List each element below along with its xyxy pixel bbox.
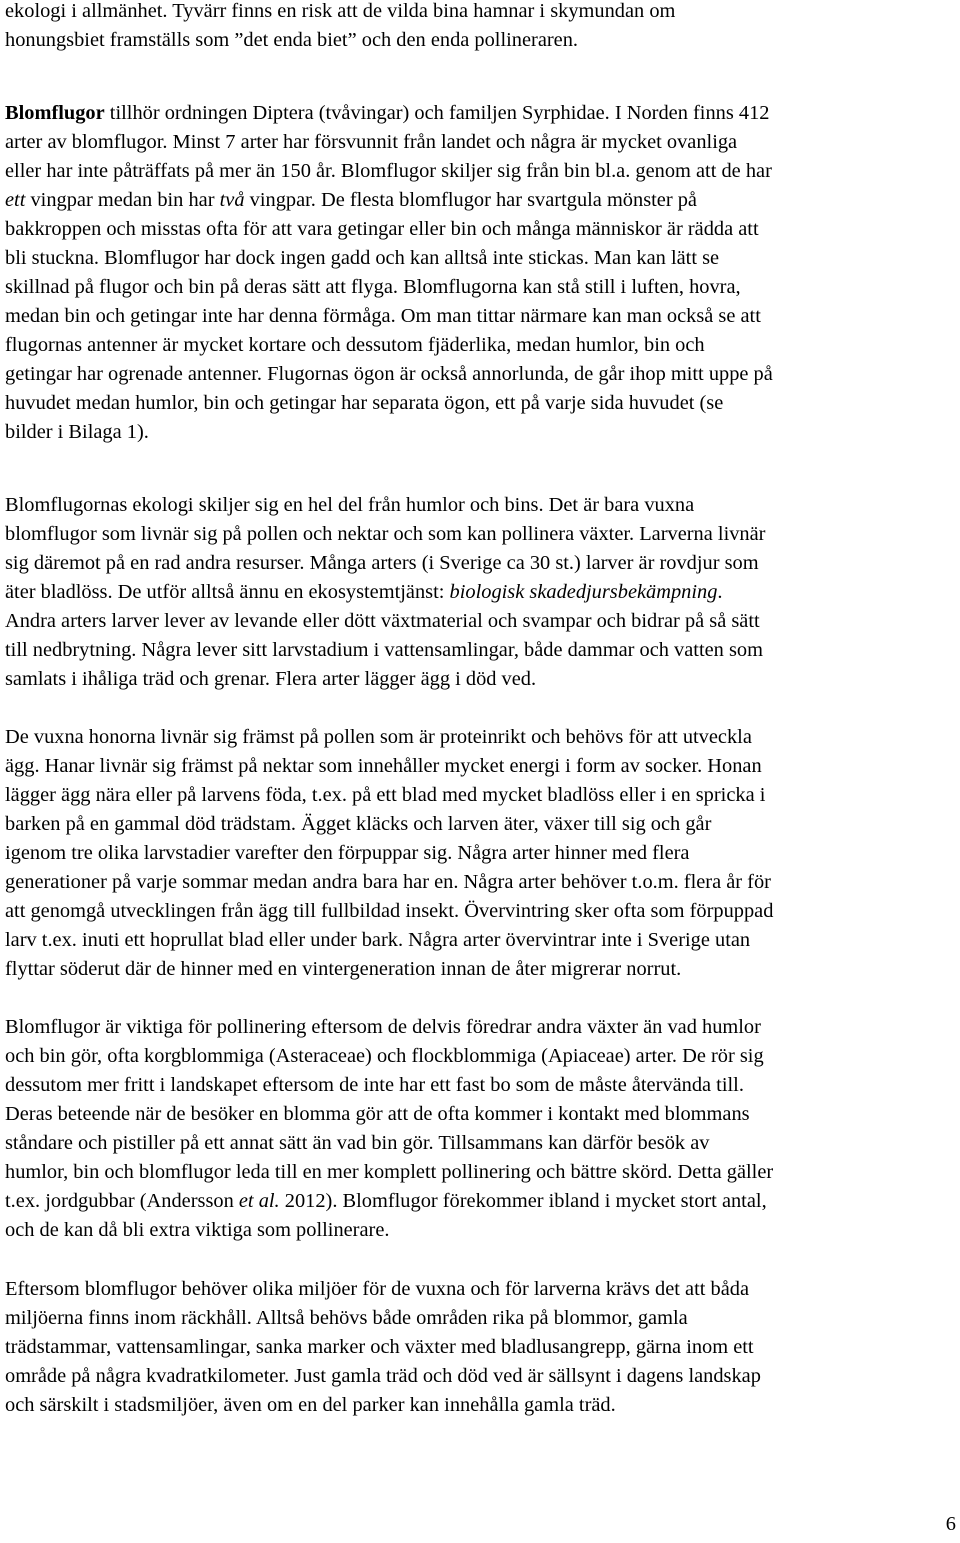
text-line <box>5 1362 958 1391</box>
text-line <box>5 781 958 810</box>
text-segment: område på några kvadratkilometer. Just gamla träd och död ved är sällsynt i dagens landskap <box>5 1365 761 1387</box>
text-segment: ägg. Hanar livnär sig främst på nektar som innehåller mycket energi i form av socker. Honan <box>5 755 762 777</box>
paragraph <box>5 1013 958 1245</box>
text-segment: Andra arters larver lever av levande eller dött växtmaterial och svampar och bidrar på så sätt <box>5 610 760 632</box>
text-line <box>5 810 958 839</box>
text-segment: Deras beteende när de besöker en blomma gör att de ofta kommer i kontakt med blommans <box>5 1103 750 1125</box>
italic-text: ett <box>5 189 26 211</box>
text-line <box>5 273 958 302</box>
text-segment: ekologi i allmänhet. Tyvärr finns en risk att de vilda bina hamnar i skymundan om <box>5 0 676 22</box>
text-segment: och särskilt i stadsmiljöer, även om en del parker kan innehålla gamla träd. <box>5 1394 616 1416</box>
text-segment: Blomflugornas ekologi skiljer sig en hel del från humlor och bins. Det är bara vuxna <box>5 494 695 516</box>
text-line <box>5 418 958 447</box>
text-segment: skillnad på flugor och bin på deras sätt att flyga. Blomflugorna kan stå still i luften, hovra, <box>5 276 741 298</box>
text-segment: vingpar. De flesta blomflugor har svartgula mönster på <box>244 189 697 211</box>
text-segment: bilder i Bilaga 1). <box>5 421 149 443</box>
text-line <box>5 636 958 665</box>
italic-text: et al. <box>238 1190 280 1212</box>
text-segment: 2012). Blomflugor förekommer ibland i mycket stort antal, <box>279 1190 767 1212</box>
text-segment: att genomgå utvecklingen från ägg till fullbildad insekt. Övervintring sker ofta som förpuppad <box>5 900 774 922</box>
text-line <box>5 665 958 694</box>
page-number: 6 <box>945 1513 956 1535</box>
text-line <box>5 607 958 636</box>
text-segment: humlor, bin och blomflugor leda till en mer komplett pollinering och bättre skörd. Detta gäller <box>5 1161 774 1183</box>
text-line <box>5 1100 958 1129</box>
text-segment: ståndare och pistiller på ett annat sätt än vad bin gör. Tillsammans kan därför besök av <box>5 1132 710 1154</box>
text-segment: arter av blomflugor. Minst 7 arter har försvunnit från landet och några är mycket ovanliga <box>5 131 738 153</box>
text-segment: och de kan då bli extra viktiga som pollinerare. <box>5 1219 390 1241</box>
text-line <box>5 578 958 607</box>
text-line <box>5 360 958 389</box>
text-segment: flyttar söderut där de hinner med en vintergeneration innan de åter migrerar norrut. <box>5 958 682 980</box>
text-segment: igenom tre olika larvstadier varefter den förpuppar sig. Några arter hinner med flera <box>5 842 690 864</box>
text-line <box>5 389 958 418</box>
text-line <box>5 955 958 984</box>
text-segment: flugornas antenner är mycket kortare och dessutom fjäderlika, medan humlor, bin och <box>5 334 705 356</box>
text-segment: larv t.ex. inuti ett hoprullat blad eller under bark. Några arter övervintrar inte i Sverige utan <box>5 929 751 951</box>
text-line <box>5 723 958 752</box>
text-line <box>5 215 958 244</box>
text-segment: . <box>717 581 723 603</box>
text-line <box>5 1304 958 1333</box>
text-line <box>5 157 958 186</box>
text-line <box>5 897 958 926</box>
text-segment: tillhör ordningen Diptera (tvåvingar) och familjen Syrphidae. I Norden finns 412 <box>104 102 770 124</box>
text-segment: bakkroppen och misstas ofta för att vara getingar eller bin och många människor är rädda att <box>5 218 759 240</box>
text-line <box>5 331 958 360</box>
text-segment: till nedbrytning. Några lever sitt larvstadium i vattensamlingar, både dammar och vatten som <box>5 639 763 661</box>
text-segment: barken på en gammal död trädstam. Ägget kläcks och larven äter, växer till sig och går <box>5 813 712 835</box>
text-segment: sig däremot på en rad andra resurser. Många arters (i Sverige ca 30 st.) larver är rovdjur som <box>5 552 759 574</box>
text-line <box>5 128 958 157</box>
text-segment: getingar har ogrenade antenner. Flugornas ögon är också annorlunda, de går ihop mitt uppe på <box>5 363 773 385</box>
text-segment: dessutom mer fritt i landskapet eftersom de inte har ett fast bo som de måste återvända till. <box>5 1074 744 1096</box>
text-line <box>5 752 958 781</box>
paragraph <box>5 723 958 984</box>
paragraph <box>5 491 958 694</box>
text-line <box>5 1333 958 1362</box>
text-line <box>5 839 958 868</box>
text-line <box>5 549 958 578</box>
text-line <box>5 1042 958 1071</box>
text-line <box>5 1275 958 1304</box>
text-line <box>5 1013 958 1042</box>
text-line <box>5 99 958 128</box>
text-line <box>5 302 958 331</box>
text-segment: generationer på varje sommar medan andra bara har en. Några arter behöver t.o.m. flera år för <box>5 871 771 893</box>
text-line <box>5 1071 958 1100</box>
text-segment: honungsbiet framställs som ”det enda biet” och den enda pollineraren. <box>5 29 579 51</box>
text-segment: lägger ägg nära eller på larvens föda, t.ex. på ett blad med mycket bladlöss eller i en spricka i <box>5 784 766 806</box>
text-line <box>5 1216 958 1245</box>
text-line <box>5 868 958 897</box>
paragraph <box>5 1275 958 1420</box>
text-segment: samlats i ihåliga träd och grenar. Flera arter lägger ägg i död ved. <box>5 668 537 690</box>
text-line <box>5 926 958 955</box>
text-line <box>5 491 958 520</box>
text-line <box>5 1187 958 1216</box>
italic-text: två <box>219 189 245 211</box>
text-segment: vingpar medan bin har <box>25 189 220 211</box>
text-segment: medan bin och getingar inte har denna förmåga. Om man tittar närmare kan man också se att <box>5 305 761 327</box>
italic-text: biologisk skadedjursbekämpning <box>449 581 718 603</box>
text-line <box>5 1391 958 1420</box>
paragraph <box>5 0 958 55</box>
text-segment: De vuxna honorna livnär sig främst på pollen som är proteinrikt och behövs för att utveckla <box>5 726 752 748</box>
text-segment: bli stuckna. Blomflugor har dock ingen gadd och kan alltså inte stickas. Man kan lätt se <box>5 247 720 269</box>
text-segment: och bin gör, ofta korgblommiga (Asteraceae) och flockblommiga (Apiaceae) arter. De rör sig <box>5 1045 764 1067</box>
text-line <box>5 0 958 26</box>
text-line <box>5 520 958 549</box>
paragraph <box>5 99 958 447</box>
text-segment: t.ex. jordgubbar (Andersson <box>5 1190 239 1212</box>
text-segment: Eftersom blomflugor behöver olika miljöer för de vuxna och för larverna krävs det att båda <box>5 1278 749 1300</box>
bold-text: Blomflugor <box>5 102 105 124</box>
text-segment: eller har inte påträffats på mer än 150 år. Blomflugor skiljer sig från bin bl.a. genom att de har <box>5 160 772 182</box>
text-segment: Blomflugor är viktiga för pollinering eftersom de delvis föredrar andra växter än vad humlor <box>5 1016 761 1038</box>
text-line <box>5 1129 958 1158</box>
text-segment: miljöerna finns inom räckhåll. Alltså behövs både områden rika på blommor, gamla <box>5 1307 688 1329</box>
text-segment: äter bladlöss. De utför alltså ännu en ekosystemtjänst: <box>5 581 450 603</box>
text-segment: trädstammar, vattensamlingar, sanka marker och växter med bladlusangrepp, gärna inom ett <box>5 1336 754 1358</box>
text-segment: huvudet medan humlor, bin och getingar har separata ögon, ett på varje sida huvudet (se <box>5 392 724 414</box>
text-line <box>5 26 958 55</box>
text-line <box>5 1158 958 1187</box>
text-segment: blomflugor som livnär sig på pollen och nektar och som kan pollinera växter. Larverna livnär <box>5 523 766 545</box>
text-line <box>5 244 958 273</box>
text-line <box>5 186 958 215</box>
